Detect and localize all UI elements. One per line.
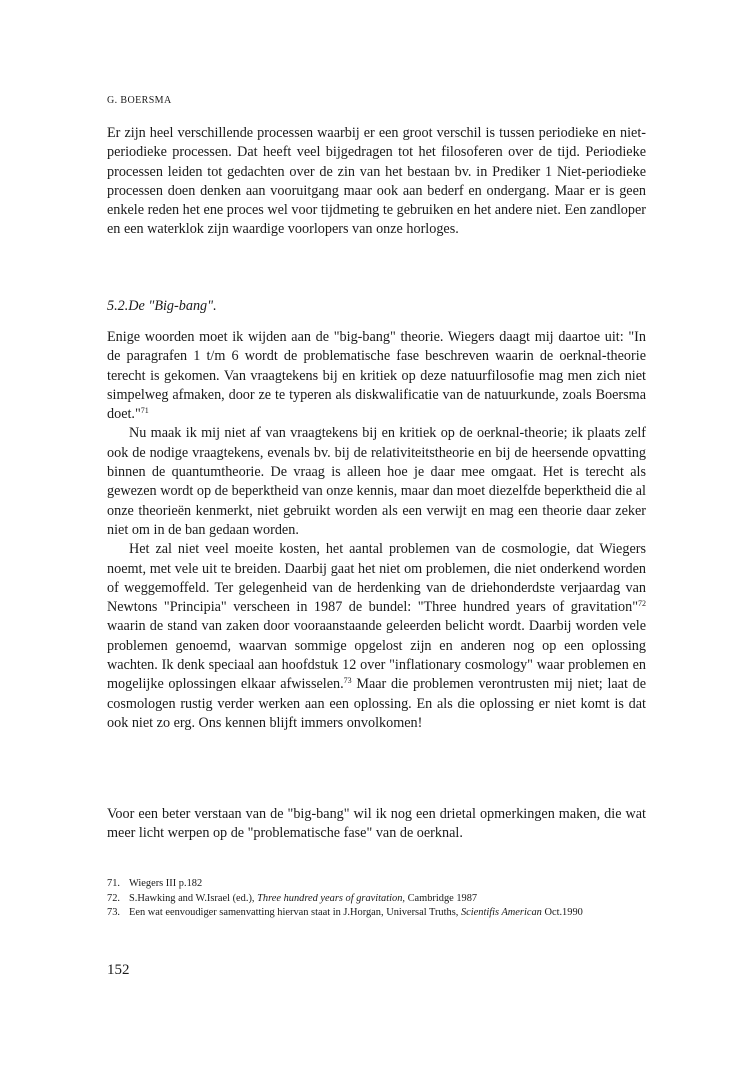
paragraph-3-text-a: Het zal niet veel moeite kosten, het aantal problemen van de cosmologie, dat Wiegers noemt, met vele uit te breiden. Daarbij gaat het niet om problemen, die niet onderkend worden of weggemoffeld. Ter gelegenheid van de herdenking van de driehonderdste verjaardag van Newtons "Principia" verscheen in 1987 de bundel: "Three hundred years of gravitation" [107, 541, 646, 616]
section-paragraph-3 [107, 540, 646, 733]
running-head: G. BOERSMA [107, 95, 172, 106]
footnote-number: 72. [107, 892, 120, 904]
footnote-text [129, 877, 652, 892]
footnote-number: 73. [107, 907, 120, 919]
footnote-text [129, 906, 652, 921]
section-paragraph-2: Nu maak ik mij niet af van vraagtekens bij en kritiek op de oerknal-theorie; ik plaats zelf ook de nodige vraagtekens, evenals bv. bij de relativiteitstheorie en bij de heersende opvatting binnen de quantumtheorie. De vraag is alleen hoe je daar mee omgaat. Het is terecht als gewezen wordt op de beperktheid van onze kennis, maar dan moet diezelfde beperktheid die al onze theorieën kenmerkt, niet gebruikt worden als een verwijt en mag een theorie daar zeker niet om in de ban gedaan worden. [107, 425, 646, 538]
footnote-title-italic: Three hundred years of gravitation, [257, 892, 405, 904]
intro-text: Er zijn heel verschillende processen waarbij er een groot verschil is tussen periodieke en niet-periodieke processen. Dat heeft veel bijgedragen tot het filosoferen over de tijd. Periodieke processen leiden tot gedachten over de zin van het bestaan bv. in Prediker 1 Niet-periodieke processen doen denken aan vooruitgang maar ook aan bederf en ondergang. Maar er is geen enkele reden het ene proces wel voor tijdmeting te gebruiken en het andere niet. Een zandloper en een waterklok zijn waardige voorlopers van onze horloges. [107, 125, 646, 238]
footnote-title-italic: Scientifis American [460, 907, 542, 919]
footnote-text-part: S.Hawking and W.Israel (ed.), [129, 892, 258, 904]
footnote-text-part: Cambridge 1987 [404, 892, 478, 904]
paragraph-1-text: Enige woorden moet ik wijden aan de "big-bang" theorie. Wiegers daagt mij daartoe uit: "In de paragrafen 1 t/m 6 wordt de problematische fase beschreven waarin de oerknal-theorie terecht is gekomen. Van vraagtekens bij en kritiek op deze natuurfilosofie mag men zich niet simpelweg afmaken, door ze te typeren als diskwalificatie van de natuurkunde, zoals Boersma doet." [107, 329, 646, 423]
footnotes [107, 877, 652, 921]
footnote-ref-71: 71 [140, 406, 149, 416]
footnote-72 [107, 892, 652, 907]
section-paragraph-1 [107, 328, 646, 424]
section-heading: 5.2.De "Big-bang". [107, 298, 217, 314]
footnote-73 [107, 906, 652, 921]
paragraph-3-text-b: waarin de stand van zaken door vooraanstaande geleerden belicht wordt. Daarbij worden vele problemen genoemd, waarvan sommige opgelost zijn en anderen nog op een oplossing wachten. Ik denk speciaal aan hoofdstuk 12 over "inflationary cosmology" waar problemen en mogelijke oplossingen elkaar afwisselen. [107, 618, 646, 693]
closing-text: Voor een beter verstaan van de "big-bang" wil ik nog een drietal opmerkingen maken, die wat meer licht werpen op de "problematische fase" van de oerknal. [107, 806, 646, 842]
footnote-text-part: Oct.1990 [541, 907, 583, 919]
page-number: 152 [107, 962, 130, 978]
intro-paragraph [107, 124, 646, 240]
footnote-ref-73: 73 [343, 676, 352, 686]
footnote-ref-72: 72 [638, 599, 646, 609]
closing-paragraph [107, 805, 646, 844]
footnote-71 [107, 877, 652, 892]
footnote-text [129, 892, 652, 907]
footnote-number: 71. [107, 878, 120, 889]
footnote-text-part: Een wat eenvoudiger samenvatting hiervan staat in J.Horgan, Universal Truths, [129, 907, 461, 919]
footnote-text-part: Wiegers III p.182 [129, 878, 203, 889]
section-body [107, 328, 646, 733]
paragraph-3-text-c: Maar die problemen verontrusten mij niet; laat de cosmologen rustig verder werken aan een oplossing. En als die oplossing er niet komt is dat ook niet zo erg. Ons kennen blijft immers onvolkomen! [107, 676, 646, 731]
